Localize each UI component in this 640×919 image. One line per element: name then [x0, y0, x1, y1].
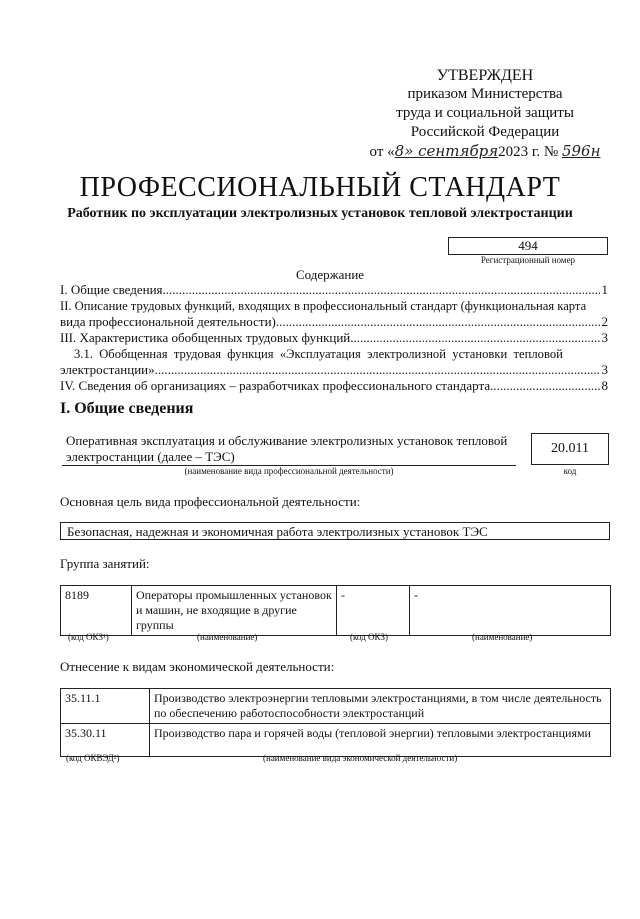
date-prefix: от « — [369, 144, 395, 160]
approval-line: приказом Министерства — [407, 86, 563, 102]
econ-activity-name-cell: Производство пара и горячей воды (тепловой энергии) тепловыми электростанциями — [150, 724, 611, 757]
toc-item-iv — [60, 378, 608, 394]
approval-line: труда и социальной защиты — [396, 105, 574, 121]
toc-page-number: 3 — [601, 362, 608, 377]
document-title: ПРОФЕССИОНАЛЬНЫЙ СТАНДАРТ — [79, 172, 561, 203]
approval-title: УТВЕРЖДЕН — [436, 67, 534, 84]
caption-okz: (код ОКЗ¹) — [68, 632, 109, 642]
toc-item-text: вида профессиональной деятельности) — [60, 314, 276, 329]
table-row — [61, 689, 611, 724]
date-year: 2023 г. № — [498, 144, 559, 160]
caption-okved: (код ОКВЭД²) — [66, 753, 120, 763]
toc-item-text: электростанции» — [60, 362, 155, 377]
toc-page-number: 1 — [601, 282, 608, 297]
toc-item-ii — [60, 298, 608, 330]
okved-code-cell: 35.30.11 — [61, 724, 150, 757]
caption-okz-2: (код ОКЗ) — [350, 632, 388, 642]
activity-name: Оперативная эксплуатация и обслуживание электролизных установок тепловой электростанции (далее – ТЭС) — [66, 433, 508, 464]
toc-item-iii-1 — [60, 346, 608, 362]
caption-name-2: (наименование) — [472, 632, 533, 642]
handwritten-month: » сентября — [404, 142, 499, 160]
caption-name: (наименование) — [197, 632, 258, 642]
toc-item-text: 3.1. Обобщенная трудовая функция «Эксплуатация электролизной установки тепловой — [74, 347, 563, 361]
code-caption: код — [563, 466, 577, 476]
goal-text-box: Безопасная, надежная и экономичная работа электролизных установок ТЭС — [60, 522, 610, 540]
activity-caption: (наименование вида профессиональной деятельности) — [184, 466, 394, 476]
okved-code-cell: 35.11.1 — [61, 689, 150, 724]
approval-date — [360, 142, 610, 162]
section-heading: I. Общие сведения — [60, 400, 194, 417]
toc-item-i — [60, 282, 608, 298]
toc-item-iii — [60, 330, 608, 346]
caption-econ-name: (наименование вида экономической деятельности) — [263, 753, 458, 763]
okz-code-cell-2: - — [337, 586, 410, 636]
table-row — [61, 724, 611, 757]
group-label: Группа занятий: — [60, 556, 150, 571]
approval-block — [360, 66, 610, 162]
toc-page-number: 8 — [601, 378, 608, 393]
table-of-contents — [60, 282, 608, 394]
econ-label: Отнесение к видам экономической деятельности: — [60, 659, 335, 674]
occupation-name-cell-2: - — [410, 586, 611, 636]
activity-code-box: 20.011 — [531, 433, 609, 465]
toc-item-iii-1-cont — [60, 362, 608, 378]
economic-activity-table — [60, 688, 611, 757]
occupation-group-table — [60, 585, 611, 636]
okz-code-cell: 8189 — [61, 586, 132, 636]
handwritten-day: 8 — [394, 142, 405, 160]
toc-page-number: 2 — [601, 314, 608, 329]
toc-item-text: I. Общие сведения — [60, 282, 163, 297]
goal-label: Основная цель вида профессиональной деятельности: — [60, 494, 361, 509]
registration-caption: Регистрационный номер — [480, 255, 576, 265]
toc-title: Содержание — [295, 267, 365, 282]
table-row — [61, 586, 611, 636]
handwritten-number: 596н — [561, 142, 601, 160]
approval-line: Российской Федерации — [410, 124, 560, 140]
econ-activity-name-cell: Производство электроэнергии тепловыми электростанциями, в том числе деятельность по обеспечению работоспособности электростанций — [150, 689, 611, 724]
toc-item-text: II. Описание трудовых функций, входящих в профессиональный стандарт (функциональная карта — [60, 299, 587, 313]
document-subtitle: Работник по эксплуатации электролизных установок тепловой электростанции — [67, 206, 573, 221]
occupation-name-cell: Операторы промышленных установок и машин, не входящие в другие группы — [132, 586, 337, 636]
toc-item-text: IV. Сведения об организациях – разработчиках профессионального стандарта — [60, 378, 491, 393]
toc-page-number: 3 — [601, 330, 608, 345]
registration-number-box: 494 — [448, 237, 608, 255]
toc-item-text: III. Характеристика обобщенных трудовых функций — [60, 330, 351, 345]
